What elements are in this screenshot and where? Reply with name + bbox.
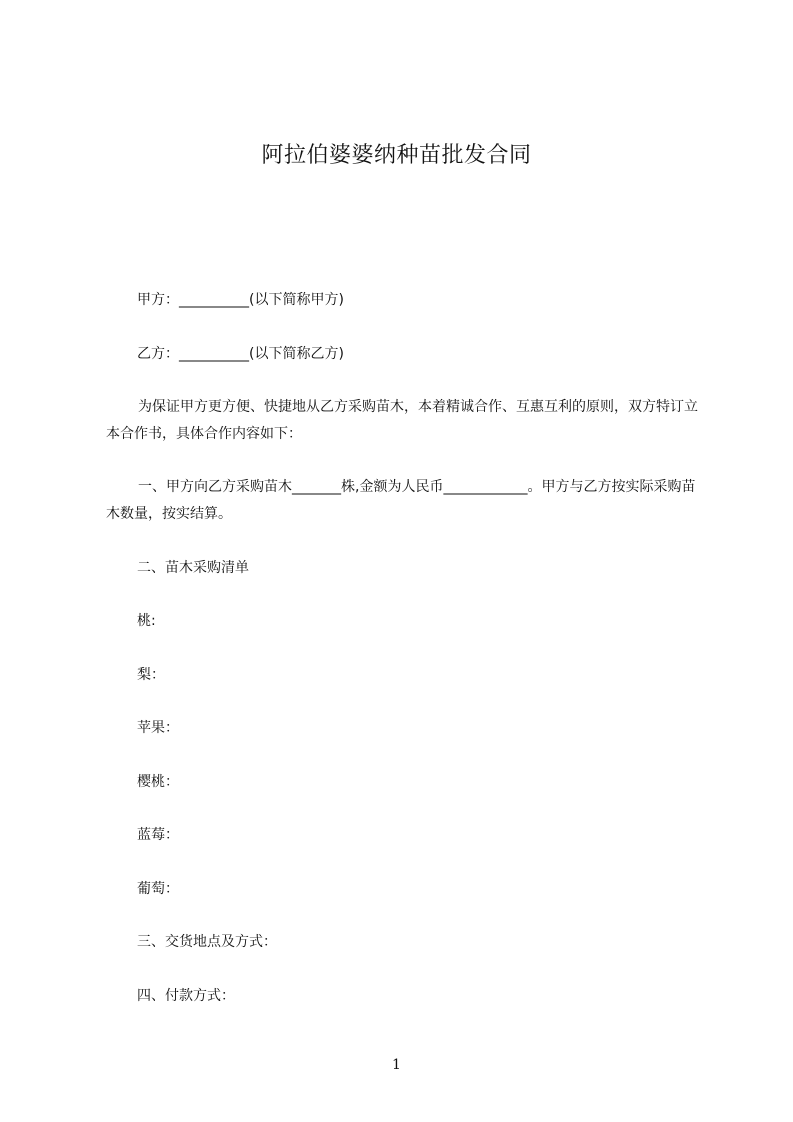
list-item-peach: 桃: (137, 613, 156, 629)
document-title: 阿拉伯婆婆纳种苗批发合同 (261, 143, 532, 168)
intro-paragraph: 为保证甲方更方便、快捷地从乙方采购苗木，本着精诚合作、互惠互利的原则，双方特订立本合作书，具体合作内容如下： (106, 399, 698, 442)
clause-1-paragraph: 一、甲方向乙方采购苗木_______株,金额为人民币____________。甲方与乙方按实际采购苗木数量，按实结算。 (106, 479, 696, 522)
clause-3-heading: 三、交货地点及方式： (137, 934, 277, 950)
list-item-apple: 苹果： (137, 720, 179, 736)
clause-4-heading: 四、付款方式： (137, 988, 235, 1004)
party-a-line: 甲方：__________(以下简称甲方) (137, 292, 344, 308)
clause-2-heading: 二、苗木采购清单 (137, 560, 249, 576)
party-b-line: 乙方：__________(以下简称乙方) (137, 346, 344, 362)
list-item-blueberry: 蓝莓： (137, 827, 179, 843)
page-number: 1 (392, 1057, 401, 1073)
list-item-cherry: 樱桃： (137, 774, 179, 790)
list-item-pear: 梨： (137, 667, 165, 683)
list-item-grape: 葡萄： (137, 881, 179, 897)
